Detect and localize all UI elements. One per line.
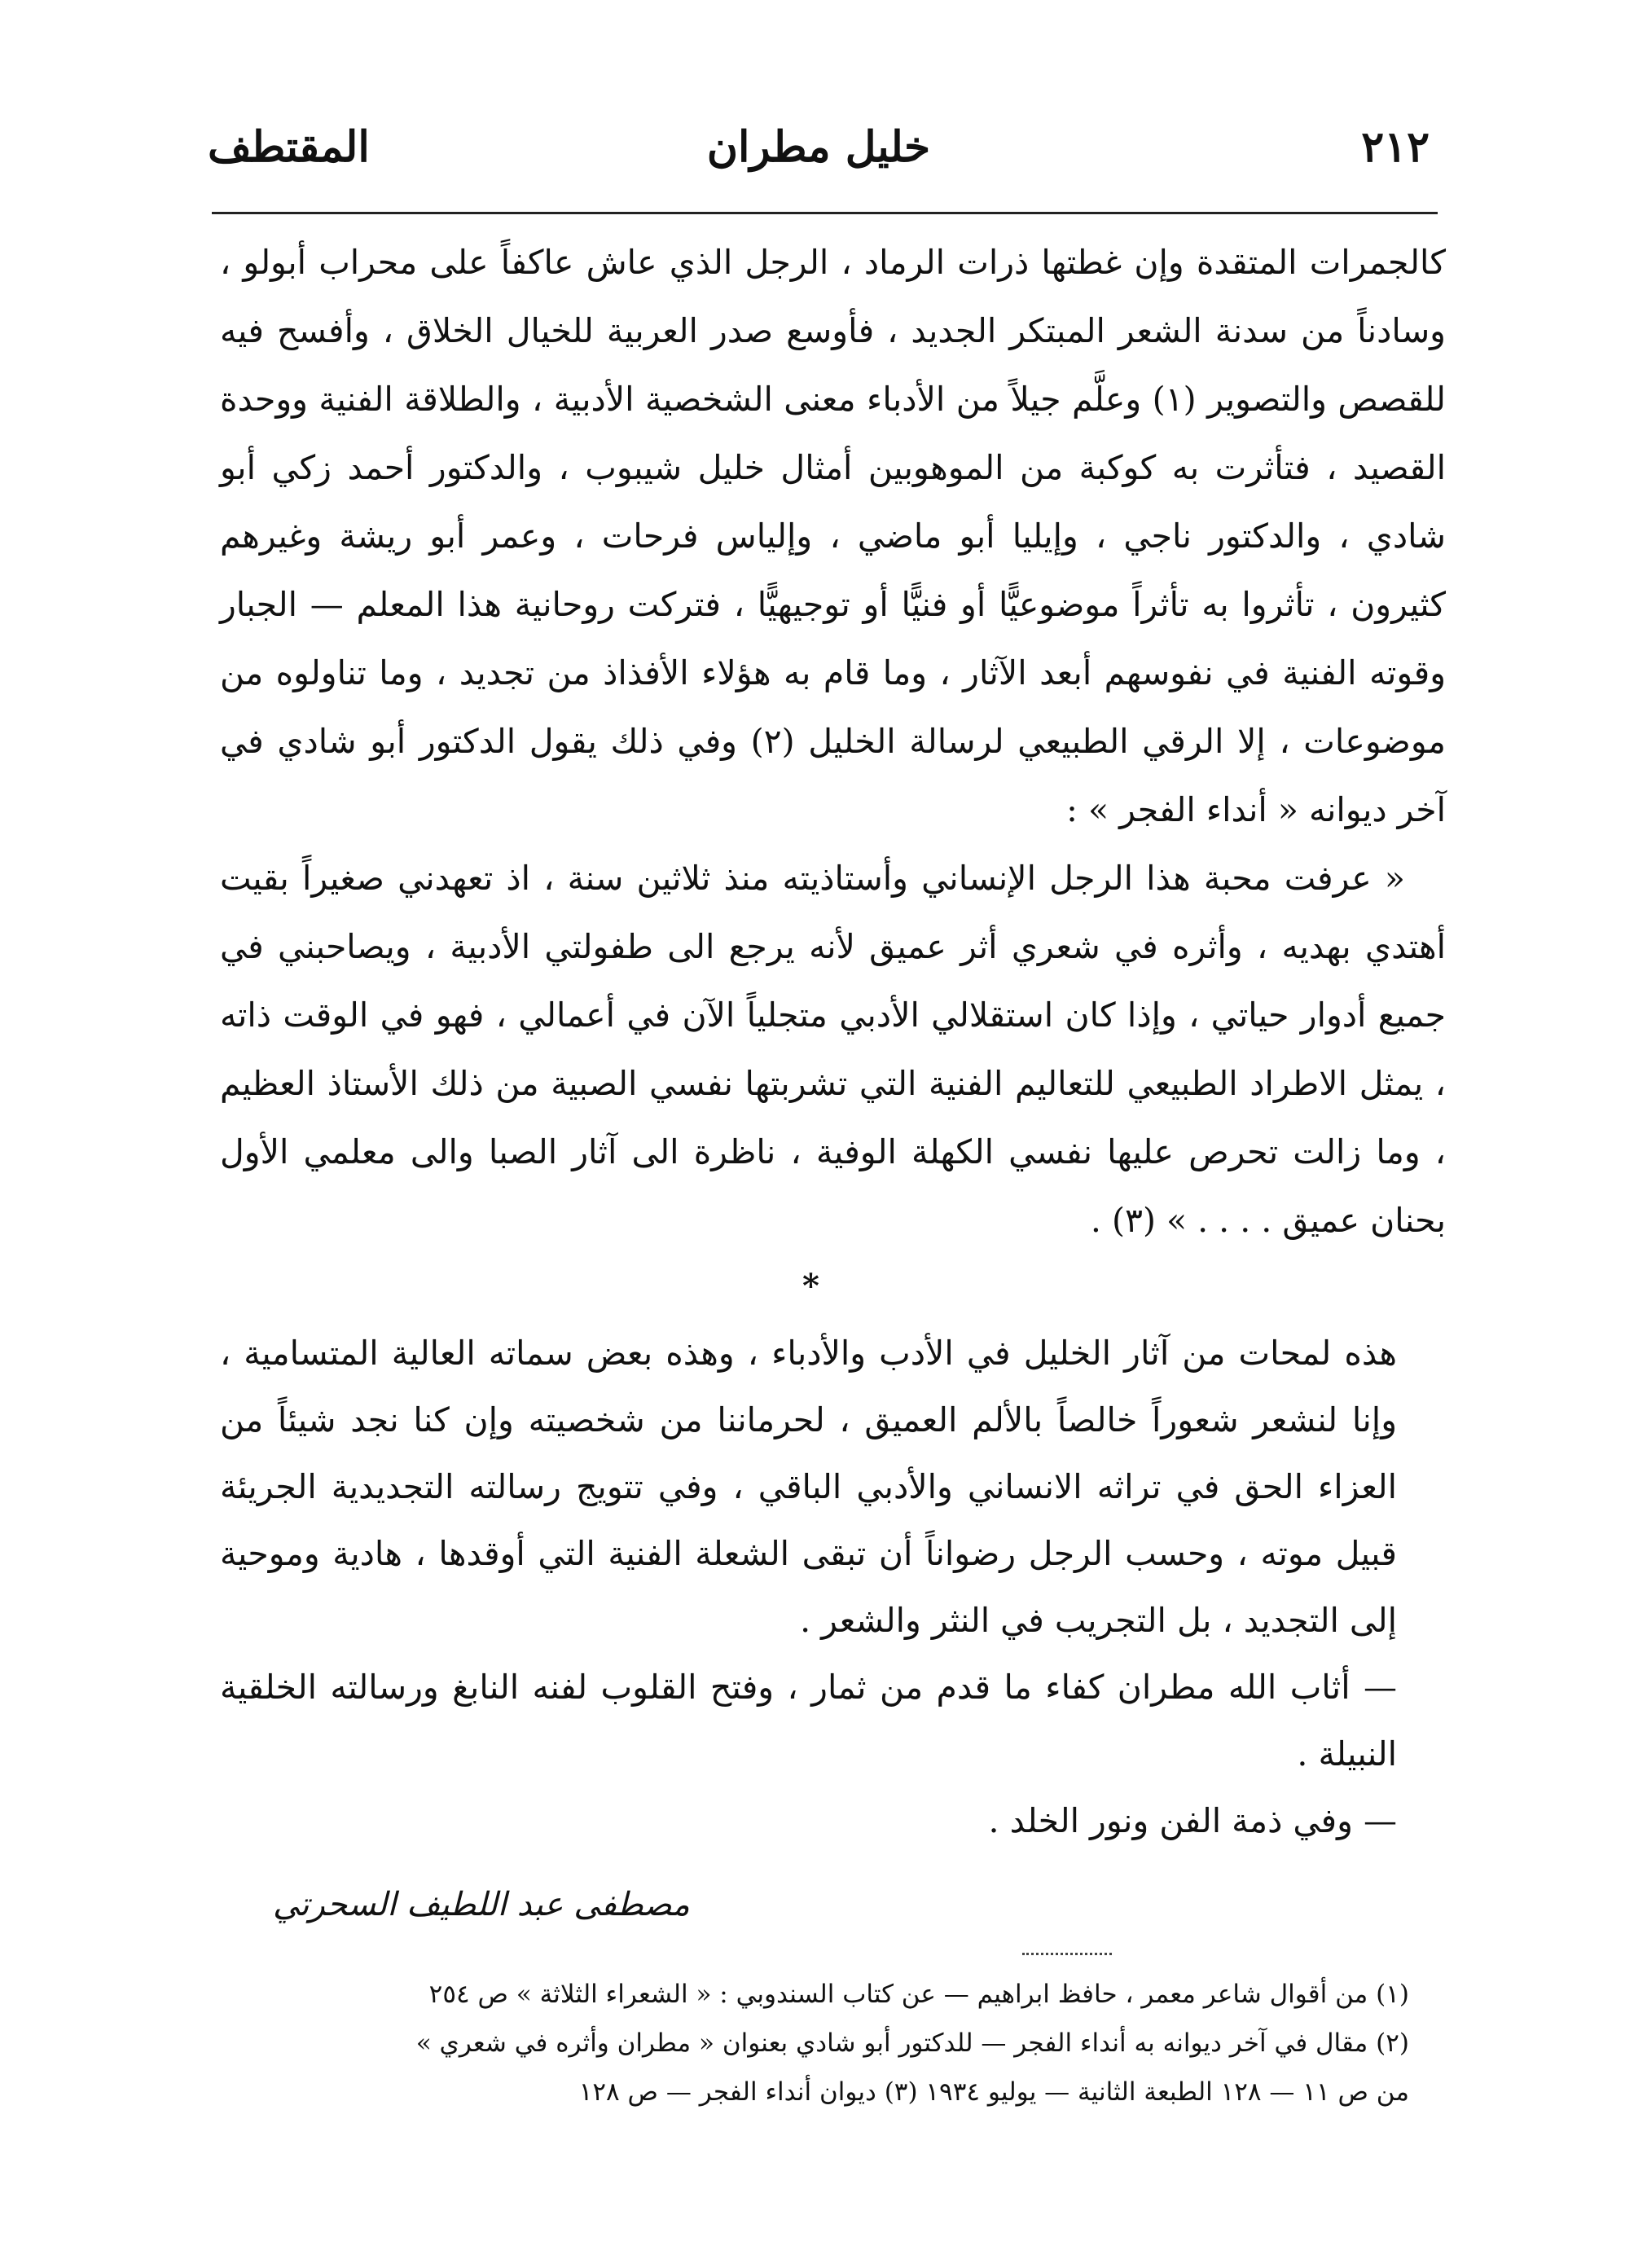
footnote-3: من ص ١١ — ١٢٨ الطبعة الثانية — يوليو ١٩٣٤ (٣) ديوان أنداء الفجر — ص ١٢٨ [578, 2077, 1409, 2107]
closing-line-2: — وفي ذمة الفن ونور الخلد . [988, 1801, 1397, 1840]
footnote-2: (٢) مقال في آخر ديوانه به أنداء الفجر — للدكتور أبو شادي بعنوان « مطران وأثره في شعري » [415, 2028, 1409, 2058]
footnote-1: (١) من أقوال شاعر معمر ، حافظ ابراهيم — عن كتاب السندوبي : « الشعراء الثلاثة » ص ٢٥٤ [428, 1980, 1409, 2009]
page-header [208, 122, 1430, 196]
section-separator: * [802, 1267, 819, 1305]
main-text-block [220, 228, 1446, 1255]
paragraph-2: هذه لمحات من آثار الخليل في الأدب والأدباء ، وهذه بعض سماته العالية المتسامية ، وإنا لنشعر شعوراً خالصاً بالألم العميق ، لحرماننا من شخصيته وإن كنا نجد شيئاً من العزاء الحق في تراثه الانساني والأدبي الباقي ، وفي تتويج رسالته التجديدية الجريئة قبيل موته ، وحسب الرجل رضواناً أن تبقى الشعلة الفنية التي أوقدها ، هادية وموحية إلى التجديد ، بل التجريب في النثر والشعر . [220, 1334, 1397, 1640]
footnote-divider [1022, 1953, 1112, 1955]
quote-paragraph: « عرفت محبة هذا الرجل الإنساني وأستاذيته منذ ثلاثين سنة ، اذ تعهدني صغيراً بقيت أهتدي بهديه ، وأثره في شعري أثر عميق لأنه يرجع الى طفولتي الأدبية ، ويصاحبني في جميع أدوار حياتي ، وإذا كان استقلالي الأدبي متجلياً الآن في أعمالي ، فهو في الوقت ذاته ، يمثل الاطراد الطبيعي للتعاليم الفنية التي تشربتها نفسي الصبية من ذلك الأستاذ العظيم ، وما زالت تحرص عليها نفسي الكهلة الوفية ، ناظرة الى آثار الصبا والى معلمي الأول بحنان عميق . . . . » (٣) . [220, 859, 1446, 1240]
page-number: ٢١٢ [1361, 122, 1430, 172]
closing-text-block [220, 1320, 1446, 1854]
author-signature: مصطفى عبد اللطيف السحرتي [273, 1886, 690, 1923]
journal-name: المقتطف [208, 122, 370, 172]
header-rule [212, 212, 1438, 214]
closing-line-1: — أثاب الله مطران كفاء ما قدم من ثمار ، وفتح القلوب لفنه النابغ ورسالته الخلقية النبيلة . [220, 1668, 1397, 1774]
paragraph-1: كالجمرات المتقدة وإن غطتها ذرات الرماد ، الرجل الذي عاش عاكفاً على محراب أبولو ، وسادناً من سدنة الشعر المبتكر الجديد ، فأوسع صدر العربية للخيال الخلاق ، وأفسح فيه للقصص والتصوير (١) وعلَّم جيلاً من الأدباء معنى الشخصية الأدبية ، والطلاقة الفنية ووحدة القصيد ، فتأثرت به كوكبة من الموهوبين أمثال خليل شيبوب ، والدكتور أحمد زكي أبو شادي ، والدكتور ناجي ، وإيليا أبو ماضي ، وإلياس فرحات ، وعمر أبو ريشة وغيرهم كثيرون ، تأثروا به تأثراً موضوعيًّا أو فنيًّا أو توجيهيًّا ، فتركت روحانية هذا المعلم — الجبار وقوته الفنية في نفوسهم أبعد الآثار ، وما قام به هؤلاء الأفذاذ من تجديد ، وما تناولوه من موضوعات ، إلا الرقي الطبيعي لرسالة الخليل (٢) وفي ذلك يقول الدكتور أبو شادي في آخر ديوانه « أنداء الفجر » : [220, 243, 1446, 829]
running-title: خليل مطران [706, 122, 931, 172]
